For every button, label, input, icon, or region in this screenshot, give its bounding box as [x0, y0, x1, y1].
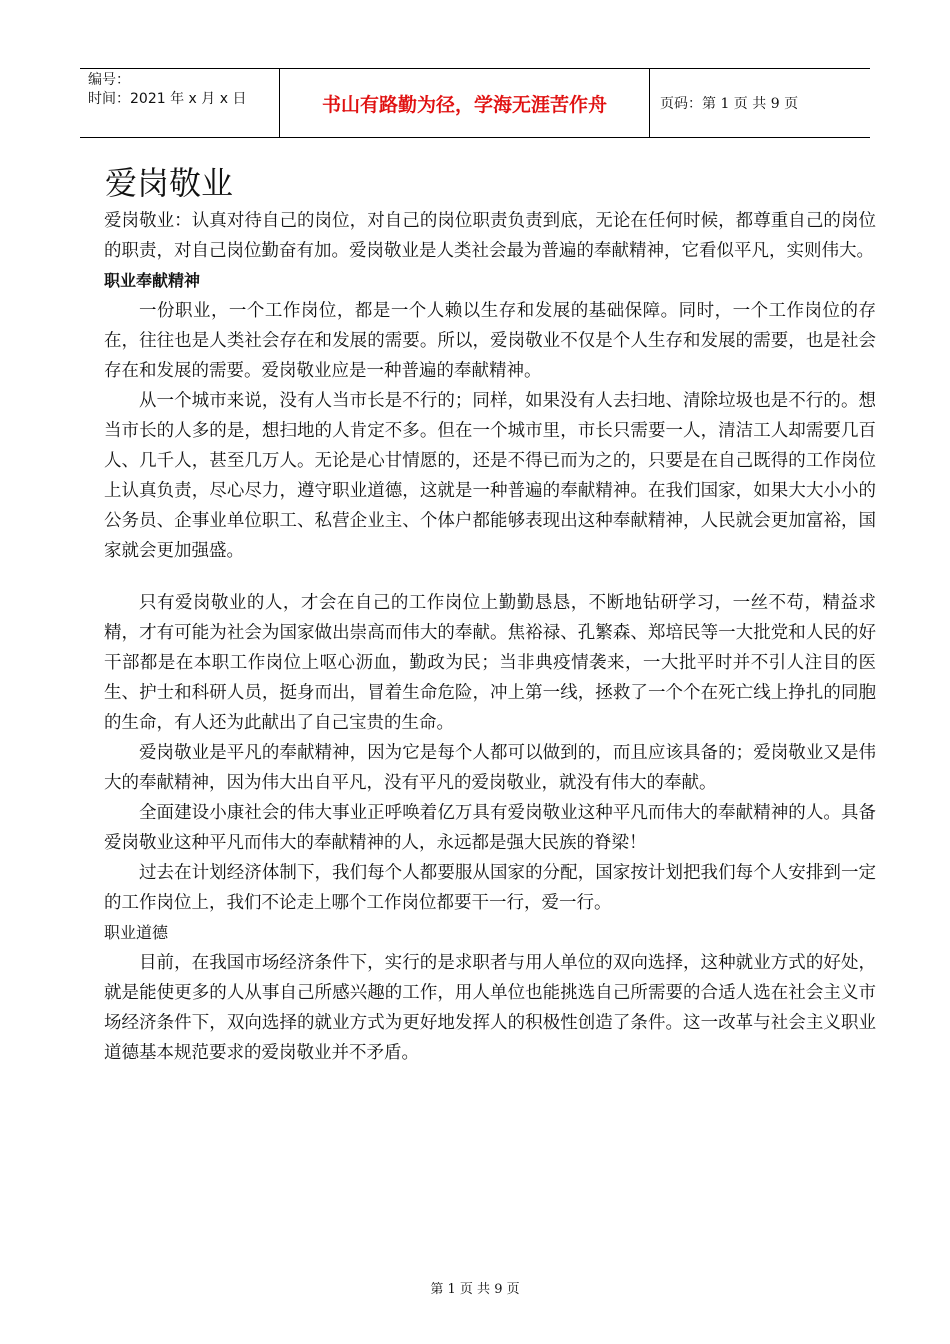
- document-title: 爱岗敬业: [105, 164, 234, 202]
- header-motto: 书山有路勤为径，学海无涯苦作舟: [280, 69, 650, 137]
- paragraph: 过去在计划经济体制下，我们每个人都要服从国家的分配，国家按计划把我们每个人安排到一定的工作岗位上，我们不论走上哪个工作岗位都要干一行，爱一行。: [104, 863, 876, 913]
- section-heading-dedication: 职业奉献精神: [104, 271, 201, 290]
- paragraph: 目前，在我国市场经济条件下，实行的是求职者与用人单位的双向选择，这种就业方式的好处，就是能使更多的人从事自己所感兴趣的工作，用人单位也能挑选自己所需要的合适人选在社会主义市场经济条件下，双向选择的就业方式为更好地发挥人的积极性创造了条件。这一改革与社会主义职业道德基本规范要求的爱岗敬业并不矛盾。: [104, 953, 876, 1063]
- page-footer: 第 1 页 共 9 页: [430, 1282, 520, 1297]
- paragraph: 只有爱岗敬业的人，才会在自己的工作岗位上勤勤恳恳，不断地钻研学习，一丝不苟，精益求精，才有可能为社会为国家做出崇高而伟大的奉献。焦裕禄、孔繁森、郑培民等一大批党和人民的好干部都是在本职工作岗位上呕心沥血，勤政为民；当非典疫情袭来，一大批平时并不引人注目的医生、护士和科研人员，挺身而出，冒着生命危险，冲上第一线，拯救了一个个在死亡线上挣扎的同胞的生命，有人还为此献出了自己宝贵的生命。: [104, 593, 876, 733]
- header-meta: [80, 69, 280, 137]
- document-header: [80, 68, 870, 138]
- document-body: [104, 206, 876, 1068]
- paragraph-intro: 爱岗敬业：认真对待自己的岗位，对自己的岗位职责负责到底，无论在任何时候，都尊重自己的岗位的职责，对自己岗位勤奋有加。爱岗敬业是人类社会最为普遍的奉献精神，它看似平凡，实则伟大。: [104, 211, 876, 261]
- spacer: [104, 566, 876, 588]
- paragraph: 全面建设小康社会的伟大事业正呼唤着亿万具有爱岗敬业这种平凡而伟大的奉献精神的人。具备爱岗敬业这种平凡而伟大的奉献精神的人，永远都是强大民族的脊梁！: [104, 803, 876, 853]
- header-page-code: 页码：第 1 页 共 9 页: [660, 96, 799, 112]
- paragraph: 爱岗敬业是平凡的奉献精神，因为它是每个人都可以做到的，而且应该具备的；爱岗敬业又是伟大的奉献精神，因为伟大出自平凡，没有平凡的爱岗敬业，就没有伟大的奉献。: [104, 743, 876, 793]
- paragraph: 从一个城市来说，没有人当市长是不行的；同样，如果没有人去扫地、清除垃圾也是不行的。想当市长的人多的是，想扫地的人肯定不多。但在一个城市里，市长只需要一人，清洁工人却需要几百人、几千人，甚至几万人。无论是心甘情愿的，还是不得已而为之的，只要是在自己既得的工作岗位上认真负责，尽心尽力，遵守职业道德，这就是一种普遍的奉献精神。在我们国家，如果大大小小的公务员、企事业单位职工、私营企业主、个体户都能够表现出这种奉献精神，人民就会更加富裕，国家就会更加强盛。: [104, 391, 876, 561]
- paragraph: 一份职业，一个工作岗位，都是一个人赖以生存和发展的基础保障。同时，一个工作岗位的存在，往往也是人类社会存在和发展的需要。所以，爱岗敬业不仅是个人生存和发展的需要，也是社会存在和发展的需要。爱岗敬业应是一种普遍的奉献精神。: [104, 301, 876, 381]
- section-heading-ethics: 职业道德: [104, 923, 169, 942]
- time-label: 时间：2021 年 x 月 x 日: [88, 91, 247, 107]
- number-label: 编号：: [88, 72, 130, 88]
